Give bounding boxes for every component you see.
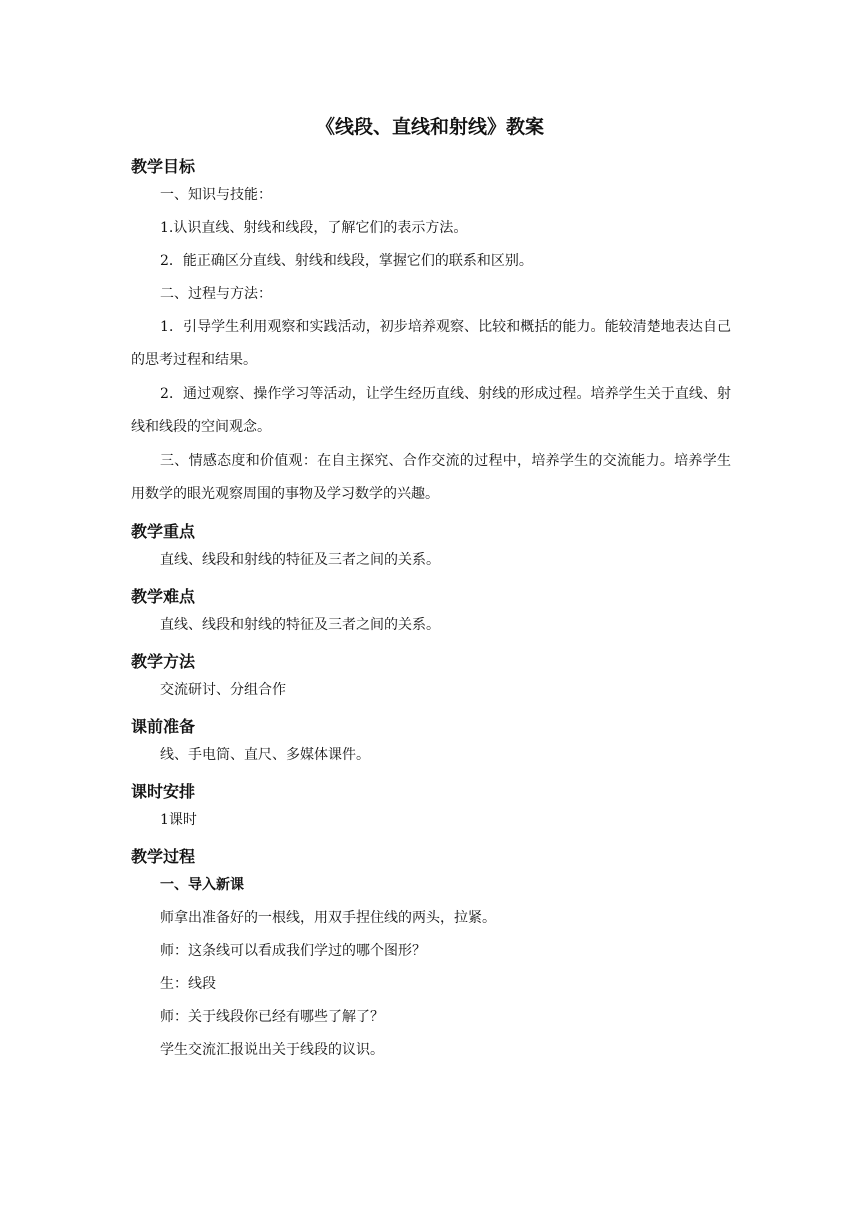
paragraph: 1．引导学生利用观察和实践活动，初步培养观察、比较和概括的能力。能较清楚地表达自己的思考过程和结果。	[131, 319, 731, 368]
paragraph: 2．能正确区分直线、射线和线段，掌握它们的联系和区别。	[160, 253, 533, 269]
section-difficulties	[131, 582, 731, 636]
document-body	[131, 152, 731, 1072]
section-heading-preparation: 课前准备	[131, 717, 196, 736]
paragraph: 生：线段	[160, 976, 216, 992]
section-schedule	[131, 777, 731, 831]
section-heading-objectives: 教学目标	[131, 157, 196, 176]
paragraph: 直线、线段和射线的特征及三者之间的关系。	[160, 552, 440, 568]
paragraph: 2．通过观察、操作学习等活动，让学生经历直线、射线的形成过程。培养学生关于直线、射线和线段的空间观念。	[131, 386, 731, 435]
section-key-points	[131, 517, 731, 571]
paragraph: 1课时	[160, 812, 197, 828]
paragraph: 学生交流汇报说出关于线段的议识。	[160, 1042, 384, 1058]
paragraph: 交流研讨、分组合作	[160, 682, 286, 698]
paragraph: 1.认识直线、射线和线段，了解它们的表示方法。	[160, 220, 468, 236]
section-preparation	[131, 712, 731, 766]
section-heading-schedule: 课时安排	[131, 782, 196, 801]
section-objectives	[131, 152, 731, 511]
paragraph: 三、情感态度和价值观：在自主探究、合作交流的过程中，培养学生的交流能力。培养学生用数学的眼光观察周围的事物及学习数学的兴趣。	[131, 453, 731, 502]
section-heading-key-points: 教学重点	[131, 522, 196, 541]
document-title: 《线段、直线和射线》教案	[315, 116, 544, 138]
paragraph: 师：关于线段你已经有哪些了解了？	[160, 1009, 384, 1025]
subsection-heading-intro: 一、导入新课	[160, 877, 244, 893]
paragraph: 师拿出准备好的一根线，用双手捏住线的两头，拉紧。	[160, 910, 496, 926]
paragraph: 二、过程与方法：	[160, 286, 272, 302]
section-heading-process: 教学过程	[131, 847, 196, 866]
paragraph: 师：这条线可以看成我们学过的哪个图形？	[160, 943, 426, 959]
section-process	[131, 842, 731, 1061]
section-heading-methods: 教学方法	[131, 652, 196, 671]
paragraph: 直线、线段和射线的特征及三者之间的关系。	[160, 617, 440, 633]
section-heading-difficulties: 教学难点	[131, 587, 196, 606]
paragraph: 线、手电筒、直尺、多媒体课件。	[160, 747, 370, 763]
paragraph: 一、知识与技能：	[160, 187, 272, 203]
section-methods	[131, 647, 731, 701]
